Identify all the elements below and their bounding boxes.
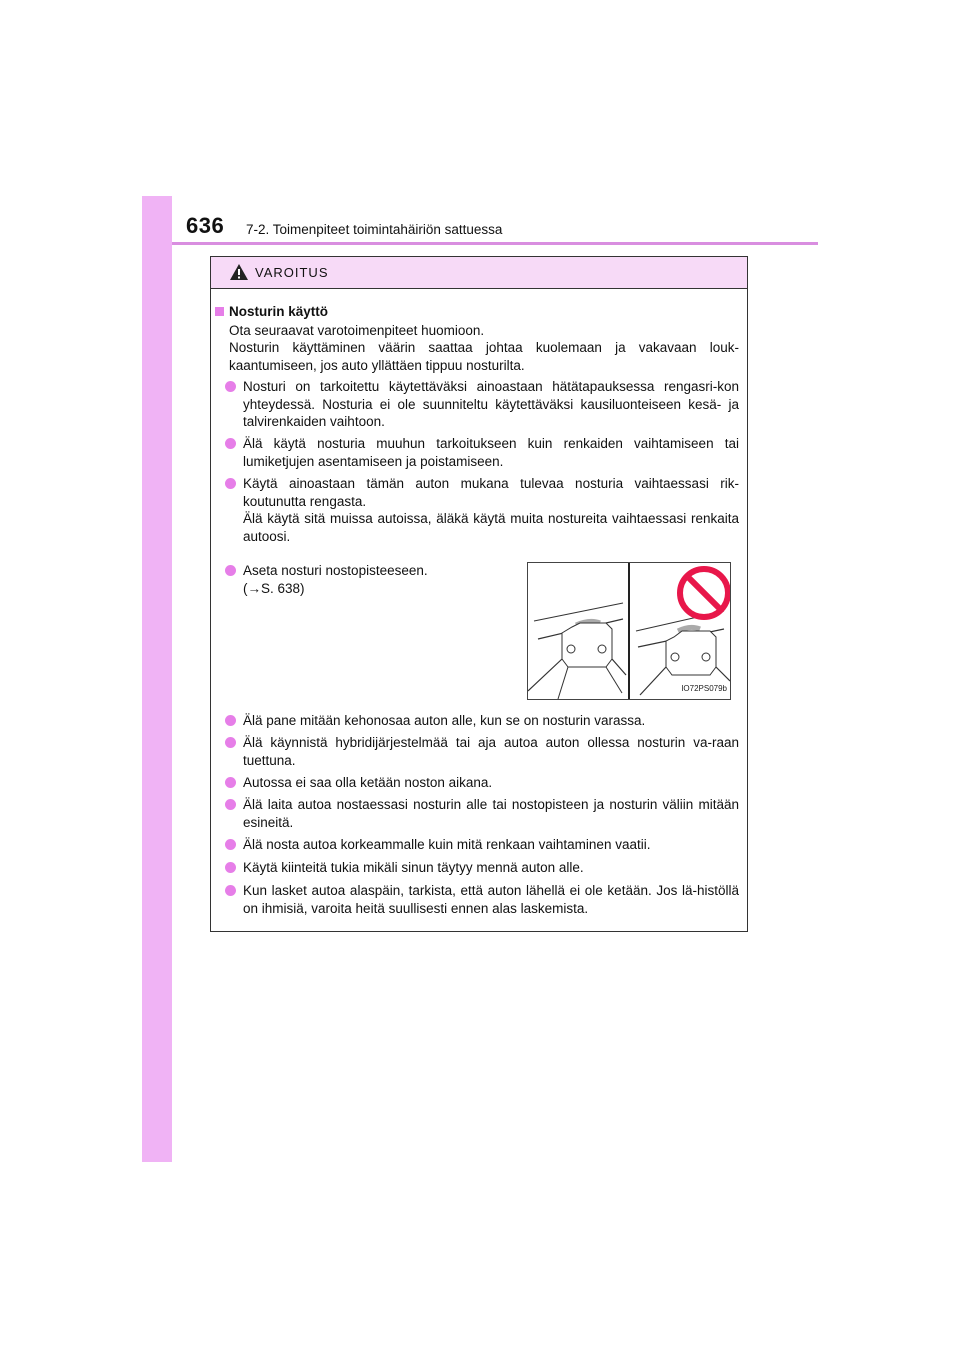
warning-heading-text: Nosturin käyttö [229, 304, 329, 319]
circle-bullet-icon [225, 862, 236, 873]
bullet-item [225, 475, 739, 545]
bullet-text: Älä nosta autoa korkeammalle kuin mitä renkaan vaihtaminen vaatii. [243, 837, 651, 852]
warning-heading [215, 303, 328, 321]
bullet-item [225, 859, 739, 877]
page-reference: (→S. 638) [243, 580, 305, 596]
side-tab-strip [142, 196, 172, 1162]
bullet-item [225, 562, 517, 597]
bullet-text: Käytä kiinteitä tukia mikäli sinun täytyy mennä auton alle. [243, 860, 584, 875]
square-bullet-icon [215, 307, 224, 316]
bullet-item [225, 882, 739, 917]
circle-bullet-icon [225, 381, 236, 392]
prohibition-icon [680, 569, 728, 617]
bullet-text: Käytä ainoastaan tämän auton mukana tulevaa nosturia vaihtaessasi rik-koutunutta rengasta. [243, 476, 739, 509]
bullet-text: Kun lasket autoa alaspäin, tarkista, että auton lähellä ei ole ketään. Jos lä-histöllä on ihmisiä, varoita heitä suullisesti ennen alas laskemista. [243, 883, 739, 916]
circle-bullet-icon [225, 885, 236, 896]
bullet-text: Älä käytä nosturia muuhun tarkoitukseen kuin renkaiden vaihtamiseen tai lumiketjujen asentamiseen ja poistamiseen. [243, 436, 739, 469]
circle-bullet-icon [225, 777, 236, 788]
bullet-item [225, 435, 739, 470]
intro-paragraph-2: Nosturin käyttäminen väärin saattaa johtaa kuolemaan ja vakavaan louk-kaantumiseen, jos auto yllättäen tippuu nosturilta. [229, 340, 739, 373]
circle-bullet-icon [225, 478, 236, 489]
circle-bullet-icon [225, 737, 236, 748]
warning-header [211, 257, 747, 289]
warning-triangle-icon [229, 263, 249, 281]
figure-code: IO72PS079b [681, 683, 727, 693]
bullet-text: Nosturi on tarkoitettu käytettäväksi ainoastaan hätätapauksessa rengasri-kon yhteydessä. Nosturia ei ole suunniteltu käytettäväksi kausiluonteiseen kesä- ja talvirenkaiden vaihtoon. [243, 379, 739, 429]
bullet-text: Autossa ei saa olla ketään noston aikana. [243, 775, 493, 790]
bullet-item [225, 796, 739, 831]
bullet-text: Aseta nosturi nostopisteeseen. [243, 563, 428, 578]
bullet-text: Älä laita autoa nostaessasi nosturin alle tai nostopisteen ja nosturin väliin mitään esineitä. [243, 797, 739, 830]
header-rule [172, 242, 818, 245]
bullet-text: Älä käynnistä hybridijärjestelmää tai aja autoa auton ollessa nosturin va-raan tuettuna. [243, 735, 739, 768]
intro-paragraph-1: Ota seuraavat varotoimenpiteet huomioon. [229, 323, 485, 338]
warning-box [210, 256, 748, 932]
page-number: 636 [186, 213, 225, 238]
bullet-item [225, 378, 739, 431]
circle-bullet-icon [225, 715, 236, 726]
bullet-item [225, 712, 739, 730]
circle-bullet-icon [225, 799, 236, 810]
bullet-item [225, 734, 739, 769]
circle-bullet-icon [225, 839, 236, 850]
circle-bullet-icon [225, 438, 236, 449]
jack-point-figure [527, 562, 731, 700]
section-title: 7-2. Toimenpiteet toimintahäiriön sattuessa [246, 222, 503, 237]
bullet-text-continued: Älä käytä sitä muissa autoissa, äläkä käytä muita nostureita vaihtaessasi renkaita autoosi. [243, 511, 739, 544]
warning-label: VAROITUS [255, 265, 329, 280]
circle-bullet-icon [225, 565, 236, 576]
bullet-item [225, 774, 739, 792]
bullet-item [225, 836, 739, 854]
bullet-text: Älä pane mitään kehonosaa auton alle, kun se on nosturin varassa. [243, 713, 646, 728]
